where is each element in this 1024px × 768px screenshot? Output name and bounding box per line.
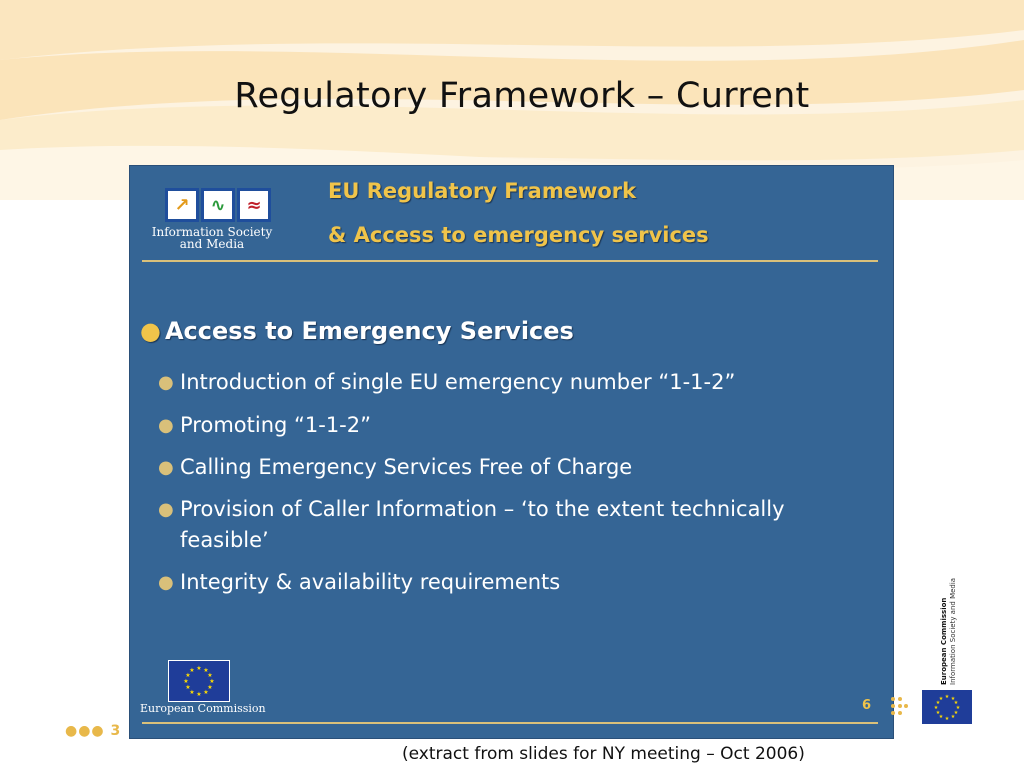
svg-text:★: ★: [953, 700, 959, 706]
svg-text:★: ★: [207, 684, 213, 691]
main-bullet: [140, 317, 574, 345]
chart-icon: ∿: [201, 188, 235, 222]
dots-icon: [890, 696, 908, 720]
svg-text:★: ★: [935, 700, 941, 706]
bullet-icon: ●: [158, 572, 174, 593]
slide-caption: (extract from slides for NY meeting – Oct 2006): [402, 744, 805, 764]
svg-text:★: ★: [209, 678, 215, 685]
svg-text:★: ★: [938, 714, 944, 720]
arrow-icon: ↗: [165, 188, 199, 222]
svg-text:★: ★: [955, 705, 961, 711]
svg-text:★: ★: [950, 696, 956, 702]
svg-text:★: ★: [196, 665, 202, 672]
logo-text-line2: and Media: [179, 237, 245, 251]
svg-text:★: ★: [189, 667, 195, 674]
sub-bullet: [158, 452, 880, 483]
svg-text:★: ★: [944, 716, 950, 722]
eu-flag-icon: [922, 690, 972, 724]
bullet-icon: ●: [158, 372, 174, 393]
footer-page-indicator: [65, 723, 121, 739]
svg-text:★: ★: [944, 694, 950, 700]
svg-text:★: ★: [953, 710, 959, 716]
svg-text:★: ★: [185, 684, 191, 691]
svg-text:★: ★: [207, 672, 213, 679]
bullet-icon: ●: [158, 499, 174, 520]
sub-bullet: [158, 494, 800, 556]
main-bullet-text: Access to Emergency Services: [164, 317, 574, 345]
info-society-logo: [147, 186, 277, 256]
bullet-icon: ●: [140, 317, 161, 345]
eu-flag-icon: [168, 660, 230, 702]
sub-bullet-text: Promoting “1-1-2”: [180, 413, 371, 437]
sub-bullet-text: Introduction of single EU emergency number “1-1-2”: [180, 370, 736, 394]
svg-text:★: ★: [183, 678, 189, 685]
svg-text:★: ★: [938, 696, 944, 702]
sub-bullet: [158, 567, 880, 598]
heading-divider: [142, 260, 878, 262]
inner-heading-line1: EU Regulatory Framework: [328, 179, 637, 203]
sub-bullet-text: Integrity & availability requirements: [180, 570, 561, 594]
embedded-slide: [129, 165, 894, 739]
svg-text:★: ★: [950, 714, 956, 720]
footer-divider: [142, 722, 878, 724]
bullet-icon: ●: [158, 415, 174, 436]
side-commission-logo-text: [940, 578, 958, 685]
sub-bullet: [158, 367, 880, 398]
inner-heading-line2: & Access to emergency services: [328, 223, 709, 247]
logo-text-line1: Information Society: [151, 225, 273, 239]
svg-text:★: ★: [185, 672, 191, 679]
svg-text:★: ★: [203, 689, 209, 696]
dots-icon: ●●●: [65, 723, 105, 739]
commission-label: European Commission: [140, 702, 266, 715]
svg-text:★: ★: [189, 689, 195, 696]
svg-text:★: ★: [196, 691, 202, 698]
sub-bullet: [158, 410, 880, 441]
sub-bullet-text: Provision of Caller Information – ‘to the extent technically feasible’: [180, 497, 785, 552]
inner-page-number: 6: [862, 698, 872, 713]
slide-title: Regulatory Framework – Current: [234, 76, 810, 116]
side-logo-line2: Information Society and Media: [949, 577, 957, 685]
svg-text:★: ★: [203, 667, 209, 674]
svg-text:★: ★: [933, 705, 939, 711]
sub-bullet-text: Calling Emergency Services Free of Charge: [180, 455, 633, 479]
side-logo-line1: European Commission: [940, 597, 948, 685]
svg-text:★: ★: [935, 710, 941, 716]
bullet-icon: ●: [158, 457, 174, 478]
wave-icon: ≈: [237, 188, 271, 222]
footer-page-number: 3: [110, 723, 122, 739]
